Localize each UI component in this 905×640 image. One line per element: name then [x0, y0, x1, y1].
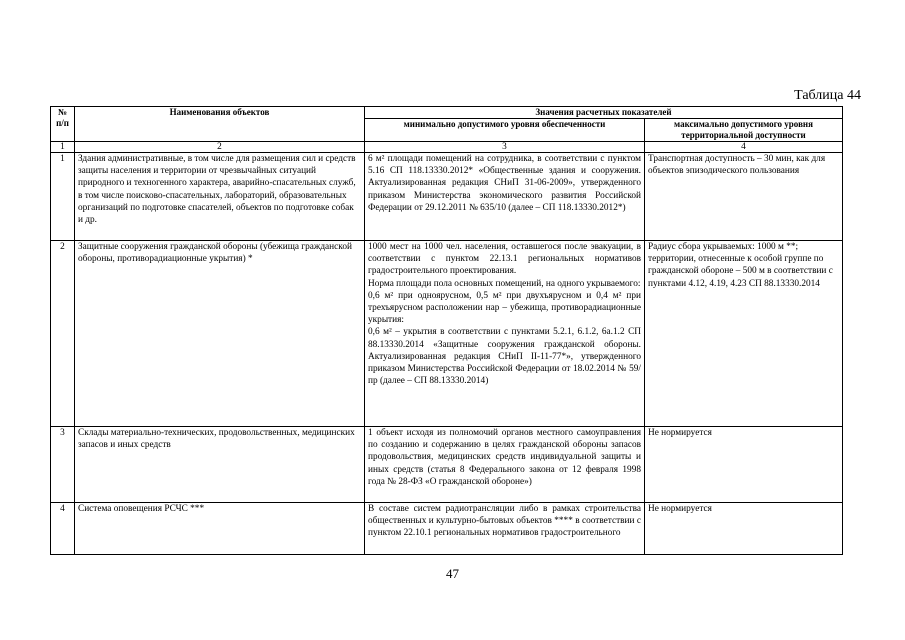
row-name: Защитные сооружения гражданской обороны (убежища гражданской обороны, противорадиационные укрытия) *: [75, 241, 365, 427]
table-row: [51, 427, 843, 503]
row-max-value: Не нормируется: [645, 427, 843, 503]
min-value-part: 0,6 м² при одноярусном, 0,5 м² при двухъярусном и 0,4 м² при трехъярусном расположении нар – убежища, противорадиационные укрытия:: [368, 290, 641, 326]
header-row-1: [51, 107, 843, 119]
row-min-value: В составе систем радиотрансляции либо в рамках строительства общественных и культурно-бытовых объектов **** в соответствии с пунктом 22.10.1 региональных нормативов градостроительного: [365, 503, 645, 555]
row-max-value: Транспортная доступность – 30 мин, как для объектов эпизодического пользования: [645, 153, 843, 241]
min-value-part: 0,6 м² – укрытия в соответствии с пунктами 5.2.1, 6.1.2, 6а.1.2 СП 88.13330.2014 «Защитные сооружения гражданской обороны. Актуализированная редакция СНиП II-11-77*», утвержденного приказом Министерства Российской Федерации от 18.02.2014 № 59/пр (далее – СП 88.13330.2014): [368, 327, 641, 387]
table-caption: Таблица 44: [794, 88, 861, 103]
column-number: 3: [365, 142, 645, 153]
table-row: [51, 503, 843, 555]
header-min-level: минимально допустимого уровня обеспеченности: [365, 119, 645, 142]
norms-table: [50, 106, 843, 555]
row-num: 3: [51, 427, 75, 503]
column-number: 4: [645, 142, 843, 153]
min-value-part: Норма площади пола основных помещений, на одного укрываемого:: [368, 278, 641, 289]
table-row: [51, 241, 843, 427]
row-min-value: [365, 241, 645, 427]
row-min-value: 6 м² площади помещений на сотрудника, в соответствии с пунктом 5.16 СП 118.13330.2012* «Общественные здания и сооружения. Актуализированная редакция СНиП 31-06-2009», утвержденного приказом Министерства экономического развития Российской Федерации от 29.12.2011 № 635/10 (далее – СП 118.13330.2012*): [365, 153, 645, 241]
row-name: Здания административные, в том числе для размещения сил и средств защиты населения и территории от чрезвычайных ситуаций природного и техногенного характера, аварийно-спасательных служб, в том числе поисково-спасательных, лабораторий, образовательных организаций по подготовке спасателей, объектов по подготовке собак и др.: [75, 153, 365, 241]
row-num: 1: [51, 153, 75, 241]
header-num: № п/п: [51, 107, 75, 142]
row-min-value: 1 объект исходя из полномочий органов местного самоуправления по созданию и содержанию в целях гражданской обороны запасов продовольствия, медицинских средств индивидуальной защиты и иных средств (статья 8 Федерального закона от 12 февраля 1998 года № 28-ФЗ «О гражданской обороне»): [365, 427, 645, 503]
min-value-part: 1000 мест на 1000 чел. населения, оставшегося после эвакуации, в соответствии с пунктом 22.13.1 региональных нормативов градостроительного проектирования.: [368, 242, 641, 277]
page-number: 47: [446, 566, 459, 581]
row-name: Система оповещения РСЧС ***: [75, 503, 365, 555]
row-num: 4: [51, 503, 75, 555]
row-num: 2: [51, 241, 75, 427]
row-max-value: Радиус сбора укрываемых: 1000 м **; территории, отнесенные к особой группе по гражданской обороне – 500 м в соответствии с пунктами 4.12, 4.19, 4.23 СП 88.13330.2014: [645, 241, 843, 427]
row-name: Склады материально-технических, продовольственных, медицинских запасов и иных средств: [75, 427, 365, 503]
header-values-group: Значения расчетных показателей: [365, 107, 843, 119]
table-row: [51, 153, 843, 241]
column-number: 2: [75, 142, 365, 153]
column-number-row: [51, 142, 843, 153]
column-number: 1: [51, 142, 75, 153]
header-name: Наименования объектов: [75, 107, 365, 142]
header-max-level: максимально допустимого уровня территориальной доступности: [645, 119, 843, 142]
row-max-value: Не нормируется: [645, 503, 843, 555]
